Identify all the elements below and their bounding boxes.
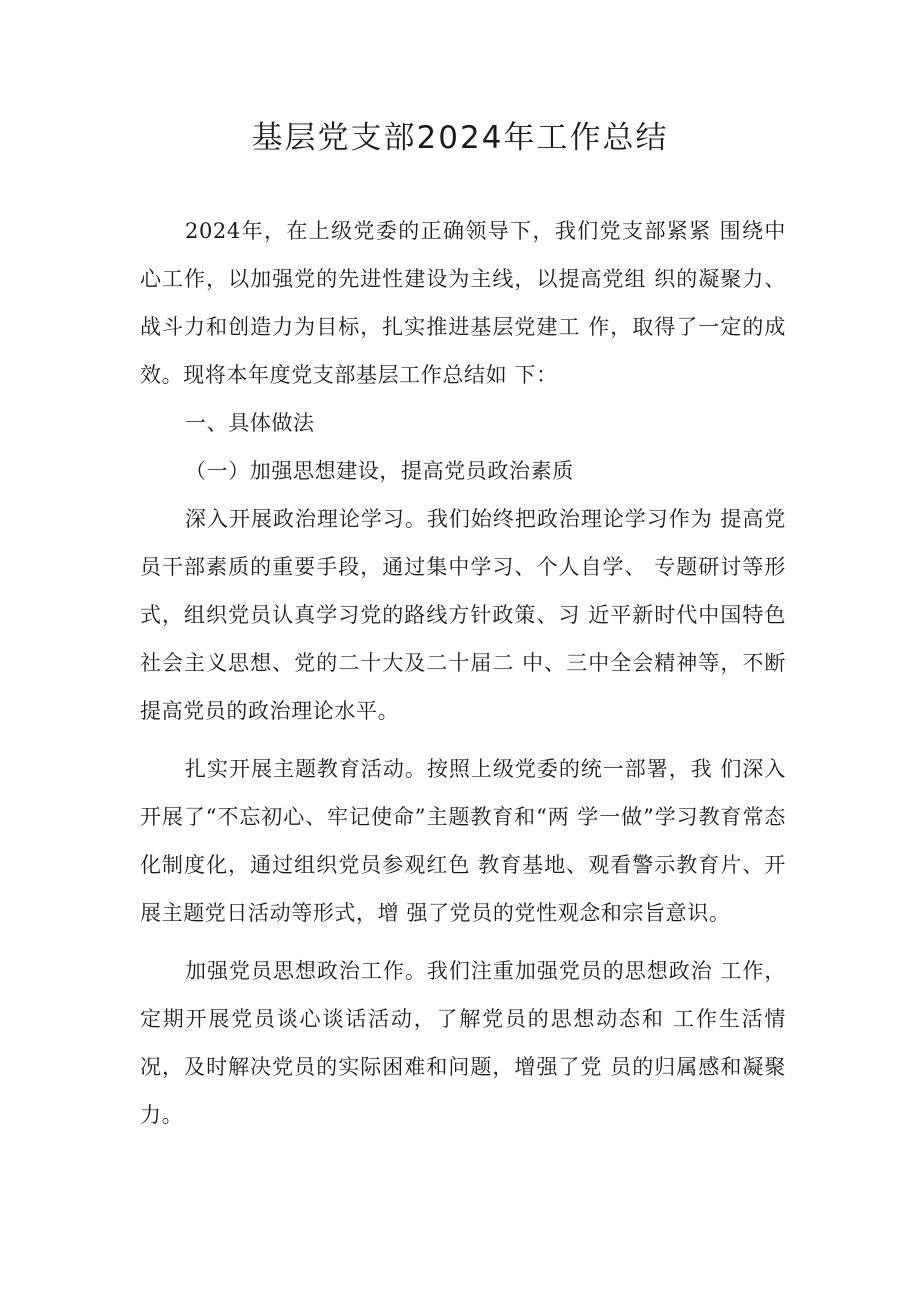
subsection-heading-1: （一）加强思想建设，提高党员政治素质 <box>185 459 574 483</box>
section-heading-1: 一、具体做法 <box>185 411 315 435</box>
document-title: 基层党支部2024年工作总结 <box>251 120 669 156</box>
paragraph-ideological-work: 加强党员思想政治工作。我们注重加强党员的思想政治 工作，定期开展党员谈心谈话活动，了解党员的思想动态和 工作生活情况，及时解决党员的实际困难和问题，增强了党 员的归属感和凝聚力。 <box>140 959 786 1127</box>
paragraph-theory-study: 深入开展政治理论学习。我们始终把政治理论学习作为 提高党员干部素质的重要手段，通过集中学习、个人自学、 专题研讨等形式，组织党员认真学习党的路线方针政策、习 近平新时代中国特色社会主义思想、党的二十大及二十届二 中、三中全会精神等，不断提高党员的政治理论水平。 <box>140 507 786 723</box>
document-body <box>140 207 786 1139</box>
paragraph-theme-education: 扎实开展主题教育活动。按照上级党委的统一部署，我 们深入开展了“不忘初心、牢记使命”主题教育和“两 学一做”学习教育常态化制度化，通过组织党员参观红色 教育基地、观看警示教育片、开展主题党日活动等形式，增 强了党员的党性观念和宗旨意识。 <box>140 757 786 925</box>
intro-paragraph: 2024年，在上级党委的正确领导下，我们党支部紧紧 围绕中心工作，以加强党的先进性建设为主线，以提高党组 织的凝聚力、战斗力和创造力为目标，扎实推进基层党建工 作，取得了一定的成效。现将本年度党支部基层工作总结如 下： <box>140 219 786 387</box>
